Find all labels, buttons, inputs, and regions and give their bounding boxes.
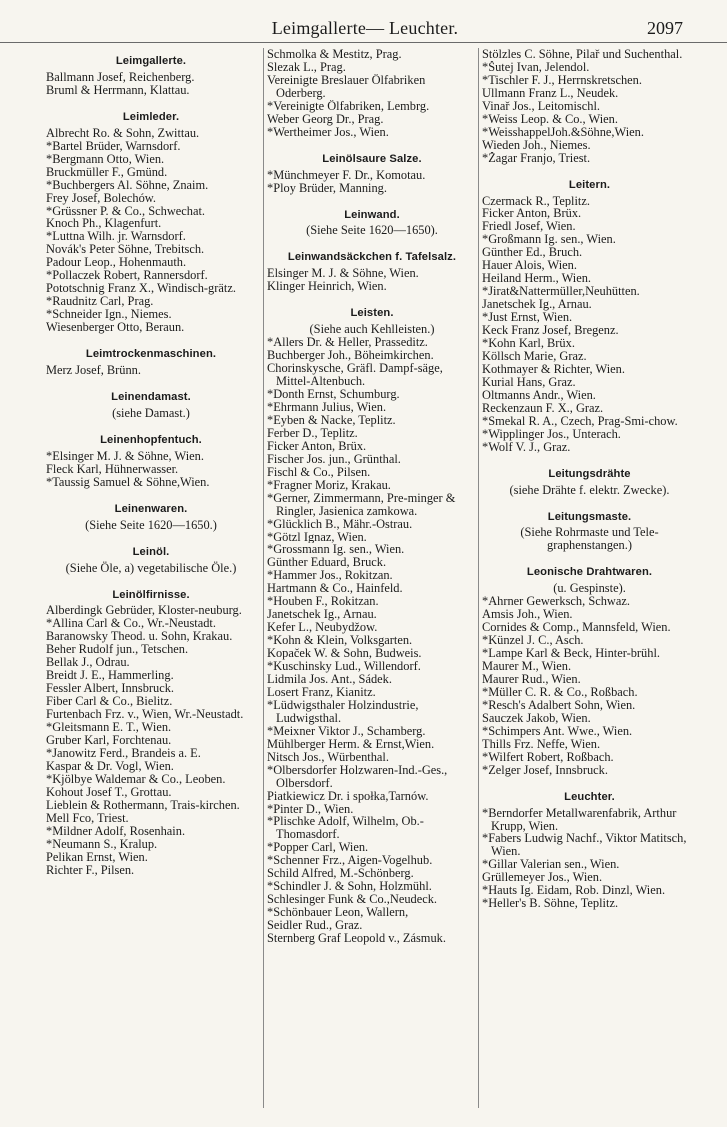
directory-entry: Gruber Karl, Forchtenau. <box>46 733 172 747</box>
directory-entry: *Bartel Brüder, Warnsdorf. <box>46 139 181 153</box>
directory-entry: *Grossmann Ig. sen., Wien. <box>267 543 405 557</box>
directory-entry: *Berndorfer Metallwarenfabrik, Arthur Krupp, Wien. <box>482 806 677 833</box>
directory-entry: *Wilfert Robert, Roßbach. <box>482 750 614 764</box>
directory-entry: *Jirat&Nattermüller,Neuhütten. <box>482 285 640 299</box>
directory-entry: Elsinger M. J. & Söhne, Wien. <box>267 267 419 281</box>
directory-entry: Hauer Alois, Wien. <box>482 259 577 273</box>
directory-entry: Maurer M., Wien. <box>482 660 572 673</box>
directory-entry: *Žagar Franjo, Triest. <box>482 151 591 165</box>
directory-entry: *Ehrmann Julius, Wien. <box>267 400 387 414</box>
directory-entry: Klinger Heinrich, Wien. <box>267 280 387 294</box>
directory-entry: Schild Alfred, M.-Schönberg. <box>267 867 414 881</box>
directory-entry: *Wipplinger Jos., Unterach. <box>482 427 621 441</box>
directory-entry: *Glücklich B., Mähr.-Ostrau. <box>267 517 413 531</box>
directory-entry: Breidt J. E., Hammerling. <box>46 669 174 683</box>
directory-entry: Lidmila Jos. Ant., Sádek. <box>267 672 392 686</box>
section-heading: Leimleder. <box>122 110 180 123</box>
column-2 <box>263 48 477 1108</box>
directory-entry: *Schimpers Ant. Wwe., Wien. <box>482 724 633 738</box>
directory-entry: Kothmayer & Richter, Wien. <box>482 362 625 376</box>
directory-entry: Slezak L., Prag. <box>267 60 346 74</box>
directory-entry: Heiland Herm., Wien. <box>482 272 592 286</box>
directory-entry: *Popper Carl, Wien. <box>267 841 369 855</box>
directory-entry: Janetschek Ig., Arnau. <box>482 298 592 312</box>
section-note: (siehe Damast.) <box>112 405 190 420</box>
section-heading: Leinölfirnisse. <box>112 588 190 601</box>
directory-entry: *Zelger Josef, Innsbruck. <box>482 763 608 777</box>
directory-entry: *Grüssner P. & Co., Schwechat. <box>46 204 205 218</box>
directory-entry: Ullmann Franz L., Neudek. <box>482 86 619 100</box>
directory-entry: Merz Josef, Brünn. <box>46 364 141 377</box>
section-note: (Siehe Öle, a) vegetabilische Öle.) <box>65 560 237 575</box>
directory-entry: *Allers Dr. & Heller, Prasseditz. <box>267 336 428 350</box>
directory-entry: Albrecht Ro. & Sohn, Zwittau. <box>46 126 200 140</box>
section-heading: Leitungsdrähte <box>548 467 631 480</box>
directory-entry: Fiber Carl & Co., Bielitz. <box>46 695 173 709</box>
section-heading: Leinwand. <box>344 208 400 221</box>
directory-entry: Ficker Anton, Brüx. <box>482 207 582 221</box>
directory-entry: Oltmanns Andr., Wien. <box>482 388 596 402</box>
section-heading: Leimtrockenmaschinen. <box>85 348 217 361</box>
directory-entry: *Kohn Karl, Brüx. <box>482 337 575 350</box>
section-heading: Leinölsaure Salze. <box>322 152 422 165</box>
directory-entry: Knoch Ph., Klagenfurt. <box>46 217 162 231</box>
directory-entry: *Šutej Ivan, Jelendol. <box>482 60 590 74</box>
page-header <box>0 14 727 43</box>
directory-entry: Lieblein & Rothermann, Trais-kirchen. <box>46 798 240 812</box>
directory-entry: *Pinter D., Wien. <box>267 802 354 816</box>
directory-entry: *Münchmeyer F. Dr., Komotau. <box>267 168 426 182</box>
directory-entry: Grüllemeyer Jos., Wien. <box>482 871 603 885</box>
directory-entry: *Kjölbye Waldemar & Co., Leoben. <box>46 772 226 786</box>
directory-entry: *Elsinger M. J. & Söhne, Wien. <box>46 449 204 463</box>
directory-entry: Reckenzaun F. X., Graz. <box>482 401 604 415</box>
directory-entry: *Allina Carl & Co., Wr.-Neustadt. <box>46 617 216 631</box>
directory-entry: *Just Ernst, Wien. <box>482 311 573 325</box>
directory-entry: Vereinigte Breslauer Ölfabriken Oderberg. <box>267 73 426 100</box>
directory-entry: Bellak J., Odrau. <box>46 656 130 670</box>
directory-entry: *Mildner Adolf, Rosenhain. <box>46 824 186 838</box>
directory-entry: Chorinskysche, Gräfl. Dampf-säge, Mittel-Altenbuch. <box>267 362 443 389</box>
directory-entry: *Wolf V. J., Graz. <box>482 440 571 454</box>
directory-entry: Buchberger Joh., Böheimkirchen. <box>267 349 434 363</box>
directory-entry: Fleck Karl, Hühnerwasser. <box>46 462 179 476</box>
directory-entry: *Raudnitz Carl, Prag. <box>46 295 154 309</box>
directory-entry: *Hammer Jos., Rokitzan. <box>267 569 393 583</box>
directory-entry: Fessler Albert, Innsbruck. <box>46 682 175 696</box>
directory-entry: Wieden Joh., Niemes. <box>482 138 591 152</box>
directory-entry: Furtenbach Frz. v., Wien, Wr.-Neustadt. <box>46 708 244 722</box>
directory-entry: Schmolka & Mestitz, Prag. <box>267 48 402 61</box>
directory-entry: *Kohn & Klein, Volksgarten. <box>267 634 413 648</box>
directory-entry: *Großmann Ig. sen., Wien. <box>482 233 616 247</box>
directory-entry: *Schindler J. & Sohn, Holzmühl. <box>267 880 432 894</box>
directory-entry: *Resch's Adalbert Sohn, Wien. <box>482 698 636 712</box>
directory-entry: Kurial Hans, Graz. <box>482 375 576 389</box>
directory-entry: Friedl Josef, Wien. <box>482 220 576 234</box>
directory-entry: Keck Franz Josef, Bregenz. <box>482 324 619 338</box>
directory-entry: Günther Ed., Bruch. <box>482 246 583 260</box>
directory-entry: *Hauts Ig. Eidam, Rob. Dinzl, Wien. <box>482 884 666 898</box>
directory-entry: *Plischke Adolf, Wilhelm, Ob.-Thomasdorf. <box>267 815 424 842</box>
section-heading: Leinendamast. <box>111 390 191 403</box>
directory-entry: *Gleitsmann E. T., Wien. <box>46 721 172 734</box>
directory-entry: *Wertheimer Jos., Wien. <box>267 125 389 139</box>
directory-entry: Wiesenberger Otto, Beraun. <box>46 321 185 335</box>
section-note: (u. Gespinste). <box>553 581 626 596</box>
directory-entry: *Gerner, Zimmermann, Pre-minger & Ringler, Jasienica zamkowa. <box>267 491 456 518</box>
section-heading: Leitungsmaste. <box>547 510 632 523</box>
directory-entry: Bruckmüller F., Gmünd. <box>46 165 168 179</box>
directory-entry: *Tischler F. J., Herrnskretschen. <box>482 73 642 87</box>
directory-entry: Richter F., Pilsen. <box>46 863 135 877</box>
directory-entry: Piatkiewicz Dr. i społka,Tarnów. <box>267 789 429 803</box>
directory-entry: Pelikan Ernst, Wien. <box>46 850 148 864</box>
directory-entry: *Bergmann Otto, Wien. <box>46 152 165 166</box>
directory-entry: Losert Franz, Kianitz. <box>267 685 376 699</box>
directory-entry: *Janowitz Ferd., Brandeis a. E. <box>46 746 201 760</box>
section-heading: Leitern. <box>568 178 611 191</box>
directory-entry: Kohout Josef T., Grottau. <box>46 785 172 799</box>
directory-entry: Frey Josef, Bolechów. <box>46 191 157 205</box>
directory-entry: *Götzl Ignaz, Wien. <box>267 530 367 544</box>
directory-entry: Maurer Rud., Wien. <box>482 672 581 686</box>
directory-entry: *Eyben & Nacke, Teplitz. <box>267 413 396 427</box>
section-note: (Siehe Seite 1620—1650.) <box>85 517 217 532</box>
directory-entry: *Lüdwigsthaler Holzindustrie, Ludwigsthal. <box>267 698 419 725</box>
directory-entry: *Taussig Samuel & Söhne,Wien. <box>46 475 210 489</box>
directory-entry: *Meixner Viktor J., Schamberg. <box>267 724 426 738</box>
directory-entry: *Ploy Brüder, Manning. <box>267 181 387 195</box>
directory-entry: Czermack R., Teplitz. <box>482 194 590 208</box>
directory-entry: Vinař Jos., Leitomischl. <box>482 99 600 113</box>
directory-entry: *Buchbergers Al. Söhne, Znaim. <box>46 178 209 192</box>
section-note: (siehe Drähte f. elektr. Zwecke). <box>509 482 670 497</box>
directory-entry: *Fabers Ludwig Nachf., Viktor Matitsch, Wien. <box>482 832 687 859</box>
directory-entry: Kefer L., Neubydžow. <box>267 621 378 635</box>
directory-entry: *Donth Ernst, Schumburg. <box>267 388 400 401</box>
column-3 <box>478 48 697 1108</box>
directory-entry: Hartmann & Co., Hainfeld. <box>267 582 403 596</box>
directory-entry: *Kuschinsky Lud., Willendorf. <box>267 660 421 673</box>
directory-entry: Nitsch Jos., Würbenthal. <box>267 750 389 764</box>
directory-entry: *Smekal R. A., Czech, Prag-Smi-chow. <box>482 414 678 428</box>
directory-entry: *Schenner Frz., Aigen-Vogelhub. <box>267 854 433 868</box>
directory-entry: Weber Georg Dr., Prag. <box>267 112 384 126</box>
section-note: (Siehe auch Kehlleisten.) <box>309 322 435 337</box>
directory-entry: *Müller C. R. & Co., Roßbach. <box>482 685 638 699</box>
directory-entry: *Fragner Moriz, Krakau. <box>267 478 391 492</box>
directory-entry: Cornides & Comp., Mannsfeld, Wien. <box>482 621 671 635</box>
directory-entry: Padour Leop., Hohenmauth. <box>46 256 187 270</box>
directory-entry: *Gillar Valerian sen., Wien. <box>482 858 620 872</box>
directory-entry: *Vereinigte Ölfabriken, Lembrg. <box>267 99 430 113</box>
directory-entry: Sauczek Jakob, Wien. <box>482 711 591 725</box>
directory-entry: Mühlberger Herm. & Ernst,Wien. <box>267 737 435 751</box>
directory-entry: Bruml & Herrmann, Klattau. <box>46 83 190 97</box>
directory-entry: *Schneider Ign., Niemes. <box>46 308 172 322</box>
directory-entry: Köllsch Marie, Graz. <box>482 349 587 363</box>
page-number: 2097 <box>647 18 683 38</box>
directory-entry: *Houben F., Rokitzan. <box>267 595 379 609</box>
section-note: (Siehe Seite 1620—1650). <box>306 223 438 238</box>
directory-entry: Ballmann Josef, Reichenberg. <box>46 70 195 84</box>
directory-entry: Sternberg Graf Leopold v., Zásmuk. <box>267 932 446 945</box>
directory-entry: *Ahrner Gewerksch, Schwaz. <box>482 595 630 609</box>
directory-entry: *Heller's B. Söhne, Teplitz. <box>482 897 619 911</box>
directory-entry: *Lampe Karl & Beck, Hinter-brühl. <box>482 647 660 661</box>
directory-entry: Ferber D., Teplitz. <box>267 426 358 440</box>
section-heading: Leisten. <box>350 307 394 320</box>
directory-entry: Pototschnig Franz X., Windisch-grätz. <box>46 282 236 296</box>
directory-entry: Kaspar & Dr. Vogl, Wien. <box>46 759 174 773</box>
directory-entry: Fischl & Co., Pilsen. <box>267 465 371 479</box>
directory-entry: Kopaček W. & Sohn, Budweis. <box>267 647 422 661</box>
directory-entry: Schlesinger Funk & Co.,Neudeck. <box>267 893 438 907</box>
directory-entry: *Neumann S., Kralup. <box>46 837 158 851</box>
directory-entry: Novák's Peter Söhne, Trebitsch. <box>46 243 205 257</box>
directory-entry: *Künzel J. C., Asch. <box>482 634 584 648</box>
directory-entry: *Schönbauer Leon, Wallern, <box>267 906 409 920</box>
directory-entry: *Weiss Leop. & Co., Wien. <box>482 112 618 126</box>
directory-entry: Stölzles C. Söhne, Pilař und Suchenthal. <box>482 48 683 61</box>
directory-entry: Thills Frz. Neffe, Wien. <box>482 737 601 751</box>
section-note: (Siehe Rohrmaste und Tele-graphenstangen.) <box>520 525 659 553</box>
directory-entry: *Pollaczek Robert, Rannersdorf. <box>46 269 208 283</box>
directory-entry: Janetschek Ig., Arnau. <box>267 608 377 622</box>
directory-entry: Günther Eduard, Bruck. <box>267 556 387 570</box>
directory-entry: Beher Rudolf jun., Tetschen. <box>46 643 189 657</box>
directory-entry: Baranowsky Theod. u. Sohn, Krakau. <box>46 630 233 644</box>
section-heading: Leinenhopfentuch. <box>100 433 202 446</box>
section-heading: Leinwandsäckchen f. Tafelsalz. <box>287 251 457 264</box>
directory-entry: Alberdingk Gebrüder, Kloster-neuburg. <box>46 604 242 618</box>
directory-entry: Fischer Jos. jun., Grünthal. <box>267 452 401 466</box>
section-heading: Leonische Drahtwaren. <box>526 566 653 579</box>
column-1 <box>46 48 256 876</box>
section-heading: Leuchter. <box>564 790 615 803</box>
section-heading: Leinöl. <box>132 545 170 558</box>
directory-entry: *Luttna Wilh. jr. Warnsdorf. <box>46 230 186 244</box>
directory-entry: *WeisshappelJoh.&Söhne,Wien. <box>482 125 644 139</box>
directory-entry: Ficker Anton, Brüx. <box>267 439 367 453</box>
directory-entry: *Olbersdorfer Holzwaren-Ind.-Ges., Olbersdorf. <box>267 763 448 790</box>
directory-entry: Mell Fco, Triest. <box>46 811 129 825</box>
running-title: Leimgallerte— Leuchter. <box>271 18 459 38</box>
section-heading: Leimgallerte. <box>115 55 187 67</box>
directory-entry: Amsis Joh., Wien. <box>482 608 573 622</box>
directory-entry: Seidler Rud., Graz. <box>267 919 363 933</box>
section-heading: Leinenwaren. <box>114 502 188 515</box>
